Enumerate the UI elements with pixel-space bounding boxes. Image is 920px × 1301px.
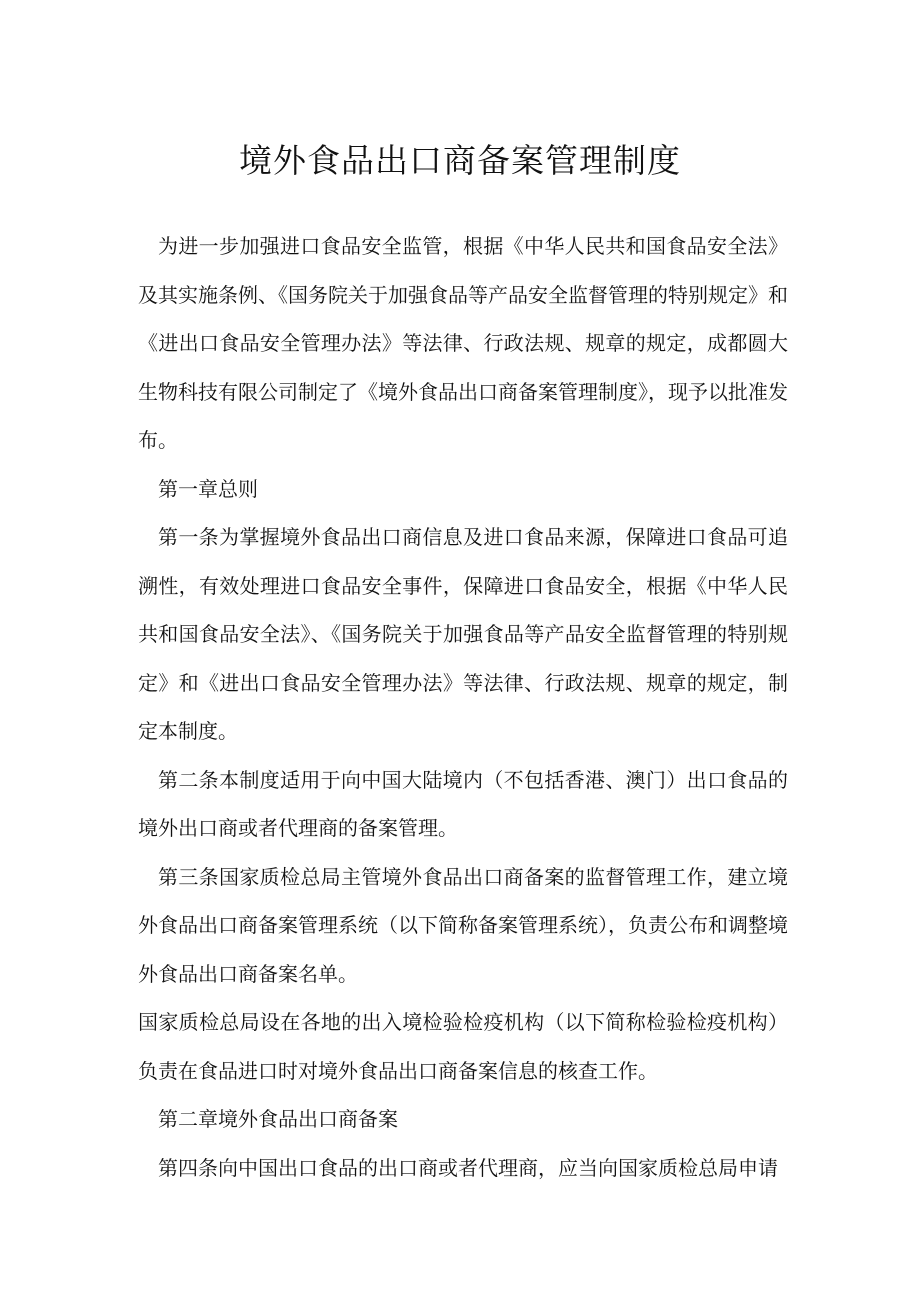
- chapter-heading-2: 第二章境外食品出口商备案: [158, 1107, 398, 1131]
- document-title: 境外食品出口商备案管理制度: [239, 141, 681, 180]
- article-3-continued: 国家质检总局设在各地的出入境检验检疫机构（以下简称检验检疫机构）负责在食品进口时对境外食品出口商备案信息的核查工作。: [138, 1010, 788, 1083]
- chapter-heading-1: 第一章总则: [158, 476, 258, 501]
- document-body: [138, 222, 788, 1192]
- article-2: 第二条本制度适用于向中国大陆境内（不包括香港、澳门）出口食品的境外出口商或者代理商的备案管理。: [138, 767, 788, 840]
- article-4: 第四条向中国出口食品的出口商或者代理商，应当向国家质检总局申请: [158, 1155, 778, 1180]
- article-1: 第一条为掌握境外食品出口商信息及进口食品来源，保障进口食品可追溯性，有效处理进口食品安全事件，保障进口食品安全，根据《中华人民共和国食品安全法》、《国务院关于加强食品等产品安全监督管理的特别规定》和《进出口食品安全管理办法》等法律、行政法规、规章的规定，制定本制度。: [138, 525, 788, 743]
- paragraph-intro: 为进一步加强进口食品安全监管，根据《中华人民共和国食品安全法》及其实施条例、《国务院关于加强食品等产品安全监督管理的特别规定》和《进出口食品安全管理办法》等法律、行政法规、规章的规定，成都圆大生物科技有限公司制定了《境外食品出口商备案管理制度》，现予以批准发布。: [138, 234, 788, 452]
- article-3: 第三条国家质检总局主管境外食品出口商备案的监督管理工作，建立境外食品出口商备案管理系统（以下简称备案管理系统），负责公布和调整境外食品出口商备案名单。: [138, 864, 788, 986]
